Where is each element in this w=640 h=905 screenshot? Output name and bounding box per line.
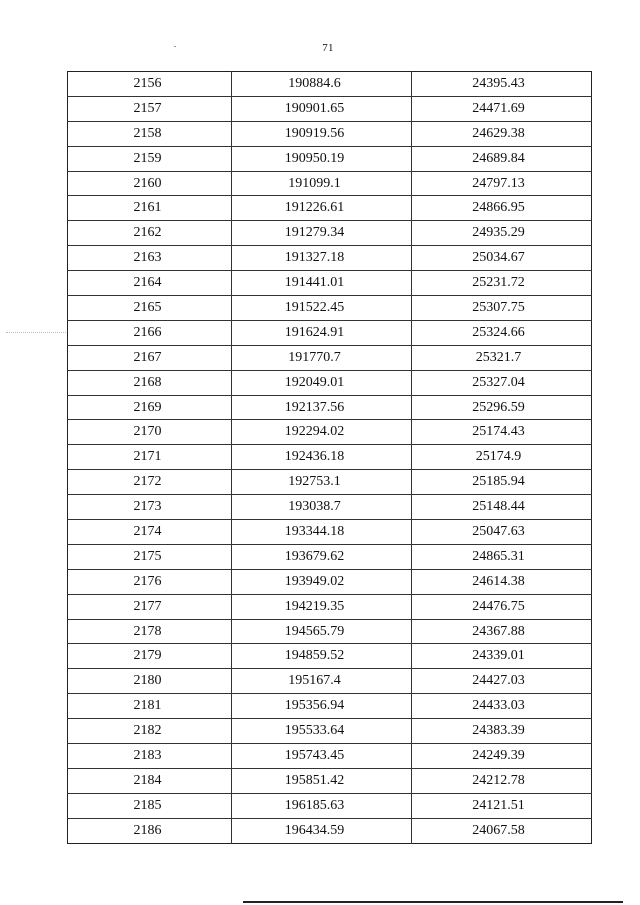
value-a-cell: 191279.34 <box>232 221 412 246</box>
value-b-cell: 24935.29 <box>412 221 592 246</box>
table-row <box>68 395 592 420</box>
value-b-cell: 24121.51 <box>412 793 592 818</box>
year-cell: 2169 <box>68 395 232 420</box>
value-a-cell: 192294.02 <box>232 420 412 445</box>
bottom-rule <box>243 901 623 903</box>
value-a-cell: 193949.02 <box>232 569 412 594</box>
table-body <box>68 72 592 844</box>
year-cell: 2177 <box>68 594 232 619</box>
year-cell: 2182 <box>68 719 232 744</box>
value-a-cell: 190901.65 <box>232 96 412 121</box>
table-row <box>68 345 592 370</box>
value-a-cell: 195356.94 <box>232 694 412 719</box>
value-a-cell: 194859.52 <box>232 644 412 669</box>
value-a-cell: 191099.1 <box>232 171 412 196</box>
value-a-cell: 192049.01 <box>232 370 412 395</box>
table-row <box>68 420 592 445</box>
year-cell: 2183 <box>68 744 232 769</box>
year-cell: 2156 <box>68 72 232 97</box>
value-b-cell: 24383.39 <box>412 719 592 744</box>
page-number: 71 <box>322 42 334 54</box>
table-row <box>68 694 592 719</box>
table-row <box>68 121 592 146</box>
value-a-cell: 194565.79 <box>232 619 412 644</box>
value-a-cell: 194219.35 <box>232 594 412 619</box>
value-b-cell: 25185.94 <box>412 470 592 495</box>
value-a-cell: 193038.7 <box>232 495 412 520</box>
year-cell: 2168 <box>68 370 232 395</box>
value-b-cell: 25324.66 <box>412 320 592 345</box>
value-b-cell: 24427.03 <box>412 669 592 694</box>
table-row <box>68 72 592 97</box>
year-cell: 2172 <box>68 470 232 495</box>
year-cell: 2180 <box>68 669 232 694</box>
year-cell: 2179 <box>68 644 232 669</box>
table-row <box>68 445 592 470</box>
year-cell: 2165 <box>68 296 232 321</box>
value-a-cell: 191624.91 <box>232 320 412 345</box>
year-cell: 2157 <box>68 96 232 121</box>
value-b-cell: 24339.01 <box>412 644 592 669</box>
table-row <box>68 719 592 744</box>
value-a-cell: 191770.7 <box>232 345 412 370</box>
year-cell: 2173 <box>68 495 232 520</box>
year-cell: 2162 <box>68 221 232 246</box>
year-cell: 2174 <box>68 520 232 545</box>
table-row <box>68 619 592 644</box>
value-b-cell: 25231.72 <box>412 271 592 296</box>
table-row <box>68 669 592 694</box>
value-a-cell: 196185.63 <box>232 793 412 818</box>
value-a-cell: 191522.45 <box>232 296 412 321</box>
value-b-cell: 25296.59 <box>412 395 592 420</box>
value-b-cell: 24395.43 <box>412 72 592 97</box>
value-b-cell: 24797.13 <box>412 171 592 196</box>
year-cell: 2181 <box>68 694 232 719</box>
value-a-cell: 191441.01 <box>232 271 412 296</box>
value-a-cell: 195851.42 <box>232 768 412 793</box>
year-cell: 2160 <box>68 171 232 196</box>
table-row <box>68 146 592 171</box>
value-a-cell: 196434.59 <box>232 818 412 843</box>
value-b-cell: 25174.9 <box>412 445 592 470</box>
value-a-cell: 191327.18 <box>232 246 412 271</box>
value-b-cell: 24614.38 <box>412 569 592 594</box>
value-b-cell: 24367.88 <box>412 619 592 644</box>
value-b-cell: 24476.75 <box>412 594 592 619</box>
value-a-cell: 192436.18 <box>232 445 412 470</box>
value-b-cell: 24865.31 <box>412 544 592 569</box>
table-row <box>68 221 592 246</box>
value-a-cell: 191226.61 <box>232 196 412 221</box>
year-cell: 2184 <box>68 768 232 793</box>
year-cell: 2175 <box>68 544 232 569</box>
value-b-cell: 24866.95 <box>412 196 592 221</box>
table-row <box>68 520 592 545</box>
table-row <box>68 196 592 221</box>
value-b-cell: 25034.67 <box>412 246 592 271</box>
table-row <box>68 320 592 345</box>
year-cell: 2158 <box>68 121 232 146</box>
year-cell: 2163 <box>68 246 232 271</box>
year-cell: 2186 <box>68 818 232 843</box>
value-a-cell: 192137.56 <box>232 395 412 420</box>
table-row <box>68 793 592 818</box>
value-a-cell: 190950.19 <box>232 146 412 171</box>
table-row <box>68 768 592 793</box>
value-b-cell: 24471.69 <box>412 96 592 121</box>
year-cell: 2178 <box>68 619 232 644</box>
value-b-cell: 25307.75 <box>412 296 592 321</box>
table-row <box>68 96 592 121</box>
value-b-cell: 24629.38 <box>412 121 592 146</box>
value-a-cell: 193344.18 <box>232 520 412 545</box>
year-cell: 2167 <box>68 345 232 370</box>
value-b-cell: 24212.78 <box>412 768 592 793</box>
table-row <box>68 544 592 569</box>
value-a-cell: 190919.56 <box>232 121 412 146</box>
table-row <box>68 171 592 196</box>
table-row <box>68 271 592 296</box>
value-b-cell: 25321.7 <box>412 345 592 370</box>
table-row <box>68 569 592 594</box>
year-cell: 2176 <box>68 569 232 594</box>
data-table <box>67 71 592 844</box>
value-b-cell: 25148.44 <box>412 495 592 520</box>
value-b-cell: 24689.84 <box>412 146 592 171</box>
year-cell: 2185 <box>68 793 232 818</box>
year-cell: 2166 <box>68 320 232 345</box>
value-b-cell: 24067.58 <box>472 822 525 838</box>
table-row <box>68 470 592 495</box>
value-a-cell: 195167.4 <box>232 669 412 694</box>
value-a-cell: 195743.45 <box>232 744 412 769</box>
table-row <box>68 818 592 843</box>
year-cell: 2170 <box>68 420 232 445</box>
value-a-cell: 190884.6 <box>232 72 412 97</box>
year-cell: 2161 <box>68 196 232 221</box>
value-b-cell: 25174.43 <box>412 420 592 445</box>
table-row <box>68 594 592 619</box>
value-b-cell: 25327.04 <box>412 370 592 395</box>
year-cell: 2171 <box>68 445 232 470</box>
table-row <box>68 246 592 271</box>
table-row <box>68 370 592 395</box>
year-cell: 2159 <box>68 146 232 171</box>
value-a-cell: 195533.64 <box>232 719 412 744</box>
table-row <box>68 744 592 769</box>
scan-artifact-dots <box>6 332 66 334</box>
value-b-cell: 25047.63 <box>412 520 592 545</box>
value-b-cell: 24249.39 <box>412 744 592 769</box>
value-b-cell: 24433.03 <box>412 694 592 719</box>
table-row <box>68 296 592 321</box>
table-row <box>68 495 592 520</box>
value-a-cell: 192753.1 <box>232 470 412 495</box>
year-cell: 2164 <box>68 271 232 296</box>
value-a-cell: 193679.62 <box>232 544 412 569</box>
data-table-container <box>67 71 591 844</box>
table-row <box>68 644 592 669</box>
